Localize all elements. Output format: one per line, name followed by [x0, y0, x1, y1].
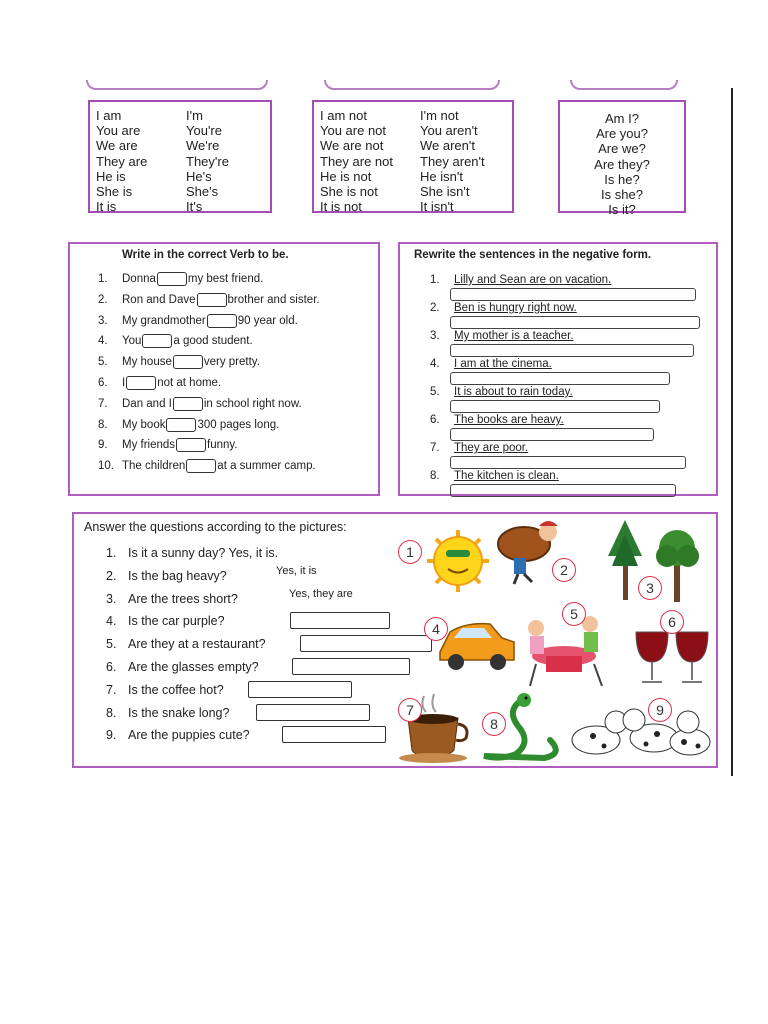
item-number: 6. [98, 377, 108, 390]
sentence-start: You [122, 335, 142, 348]
item-number: 1. [106, 546, 117, 560]
item-number: 6. [430, 414, 440, 426]
item-number: 4. [106, 614, 117, 629]
picture-number-7: 7 [398, 698, 422, 722]
exercise2-item [430, 274, 611, 286]
sentence-end: a good student. [173, 335, 253, 348]
answer-gap-input[interactable] [142, 334, 172, 348]
question-form: Am I? [605, 111, 639, 126]
answer-gap-input[interactable] [186, 459, 216, 473]
sentence: It is about to rain today. [454, 386, 573, 398]
picture-number-3: 3 [638, 576, 662, 600]
item-number: 2. [106, 568, 117, 583]
question-form: Are you? [595, 126, 649, 142]
exercise2-item [430, 386, 573, 398]
exercise2-item [430, 442, 528, 454]
exercise1-item [98, 314, 298, 328]
negative-short-form: You aren't [420, 123, 478, 139]
sentence-start: My friends [122, 439, 176, 452]
item-number: 5. [98, 356, 108, 369]
exercise1-item [98, 272, 263, 286]
affirmative-short-form: It's [186, 199, 203, 215]
question-text: Is the snake long? [128, 705, 230, 720]
sentence-end: very pretty. [203, 356, 260, 369]
exercise1-item [98, 293, 320, 307]
item-number: 7. [98, 397, 108, 410]
rewrite-input[interactable] [450, 400, 660, 413]
affirmative-full-form: They are [96, 153, 148, 169]
boy-with-bag-picture [498, 521, 558, 584]
exercise1-item [98, 355, 260, 369]
negative-short-form: He isn't [420, 168, 463, 184]
question-text: Are the glasses empty? [128, 660, 259, 674]
answer-gap-input[interactable] [207, 314, 237, 328]
negative-short-form: I'm not [420, 108, 459, 123]
exercise2-title: Rewrite the sentences in the negative form. [414, 249, 652, 261]
item-number: 8. [98, 418, 108, 431]
negative-full-form: We are not [320, 138, 384, 154]
affirmative-short-form: We're [186, 138, 220, 154]
exercise2-item [430, 470, 559, 482]
affirmative-short-forms [186, 108, 229, 214]
sentence-end: 90 year old. [237, 314, 298, 327]
sentence-start: My house [122, 356, 172, 369]
rewrite-input[interactable] [450, 456, 686, 469]
sentence-start: My grandmother [122, 314, 206, 327]
item-number: 9. [98, 439, 108, 452]
sentence: Lilly and Sean are on vacation. [454, 274, 612, 286]
item-number: 1. [98, 273, 108, 286]
affirmative-short-form: She's [186, 184, 219, 200]
answer-gap-input[interactable] [157, 272, 187, 286]
sentence-end: brother and sister. [227, 293, 320, 306]
negative-table [312, 100, 514, 213]
handwritten-answer: Yes, they are [289, 587, 353, 600]
item-number: 5. [430, 386, 440, 398]
negative-form-exercise [398, 242, 718, 496]
affirmative-short-form: You're [186, 123, 222, 139]
rewrite-input[interactable] [450, 288, 696, 301]
question-text: Are the puppies cute? [128, 728, 250, 743]
question-table [558, 100, 686, 218]
restaurant-picture [528, 616, 602, 686]
exercise2-item [430, 358, 552, 370]
affirmative-table [88, 100, 272, 213]
picture-number-4: 4 [424, 617, 448, 641]
item-number: 8. [106, 705, 117, 720]
exercise1-title: Write in the correct Verb to be. [122, 249, 289, 261]
picture-number-6: 6 [660, 610, 684, 634]
negative-full-form: He is not [320, 168, 372, 184]
negative-short-form: She isn't [420, 184, 470, 200]
picture-number-2: 2 [552, 558, 576, 582]
item-number: 7. [430, 442, 440, 454]
negative-short-form: We aren't [420, 138, 475, 154]
answer-gap-input[interactable] [173, 355, 203, 369]
puppies-picture [572, 709, 710, 755]
item-number: 4. [430, 358, 440, 370]
question-text: Is the coffee hot? [128, 682, 224, 697]
picture-number-9: 9 [648, 698, 672, 722]
affirmative-full-forms [96, 108, 147, 214]
exercise1-item [98, 438, 238, 452]
sentence: My mother is a teacher. [454, 330, 574, 342]
affirmative-table-cap [86, 80, 268, 90]
answer-text: Yes, it is. [228, 546, 279, 560]
negative-short-form: They aren't [420, 153, 485, 169]
answer-gap-input[interactable] [176, 438, 206, 452]
exercise2-item [430, 414, 564, 426]
picture-number-5: 5 [562, 602, 586, 626]
sentence-start: Dan and I [122, 397, 172, 410]
negative-full-form: She is not [320, 184, 378, 200]
answer-gap-input[interactable] [126, 376, 156, 390]
exercise1-item [98, 459, 316, 473]
affirmative-full-form: He is [96, 168, 126, 184]
question-form: Is she? [601, 187, 643, 203]
affirmative-short-form: They're [186, 153, 229, 169]
question-table-cap [570, 80, 678, 90]
question-text: Is it a sunny day? [128, 546, 226, 560]
affirmative-full-form: You are [96, 123, 141, 139]
item-number: 2. [98, 293, 108, 306]
affirmative-short-form: I'm [186, 108, 203, 123]
question-form: Are we? [598, 141, 646, 157]
negative-full-form: You are not [320, 123, 387, 139]
sentence-end: not at home. [157, 377, 222, 390]
picture-number-1: 1 [398, 540, 422, 564]
answer-gap-input[interactable] [166, 418, 196, 432]
item-number: 7. [106, 682, 117, 697]
exercise1-item [98, 334, 253, 348]
sentence-end: my best friend. [187, 273, 264, 286]
affirmative-full-form: It is [96, 199, 117, 215]
sentence: The kitchen is clean. [454, 470, 559, 482]
exercise1-item [98, 397, 302, 411]
exercise2-item [430, 330, 574, 342]
rewrite-input[interactable] [450, 372, 670, 385]
sun-picture [427, 530, 489, 592]
negative-table-cap [324, 80, 500, 90]
rewrite-input[interactable] [450, 344, 694, 357]
sentence-start: I [122, 377, 126, 390]
picture-questions-exercise [72, 512, 718, 768]
item-number: 10. [98, 460, 114, 473]
rewrite-input[interactable] [450, 316, 700, 329]
item-number: 3. [98, 314, 108, 327]
item-number: 5. [106, 637, 117, 652]
exercise2-item [430, 302, 577, 314]
negative-short-forms [420, 108, 485, 214]
answer-gap-input[interactable] [197, 293, 227, 307]
question-form: Is he? [604, 171, 640, 187]
sentence-end: at a summer camp. [217, 460, 316, 473]
page-margin-line [731, 88, 733, 776]
sentence-end: 300 pages long. [197, 418, 280, 431]
sentence-start: Ron and Dave [122, 293, 196, 306]
handwritten-answer: Yes, it is [276, 564, 317, 577]
sentence-end: in school right now. [203, 397, 302, 410]
rewrite-input[interactable] [450, 428, 654, 441]
item-number: 2. [430, 302, 440, 314]
question-forms [560, 111, 684, 217]
picture-number-8: 8 [482, 712, 506, 736]
item-number: 3. [106, 591, 117, 606]
item-number: 4. [98, 335, 108, 348]
item-number: 9. [106, 728, 117, 743]
item-number: 3. [430, 330, 440, 342]
item-number: 1. [430, 274, 440, 286]
item-number: 8. [430, 470, 440, 482]
question-text: Are the trees short? [128, 591, 238, 606]
negative-full-form: They are not [320, 153, 393, 169]
sentence: Ben is hungry right now. [454, 302, 577, 314]
question-text: Are they at a restaurant? [128, 637, 266, 652]
sentence-end: funny. [207, 439, 238, 452]
question-text: Is the bag heavy? [128, 568, 227, 583]
sentence: They are poor. [454, 442, 529, 454]
negative-short-form: It isn't [420, 199, 454, 215]
pictures [74, 514, 716, 766]
affirmative-short-form: He's [186, 168, 212, 184]
sentence: I am at the cinema. [454, 358, 552, 370]
affirmative-full-form: I am [96, 108, 122, 123]
verb-to-be-exercise [68, 242, 380, 496]
answer-gap-input[interactable] [173, 397, 203, 411]
sentence-start: Donna [122, 273, 156, 286]
negative-full-forms [320, 108, 393, 214]
question-form: Is it? [608, 202, 636, 218]
wine-glasses-picture [636, 632, 708, 682]
item-number: 6. [106, 660, 117, 674]
affirmative-full-form: She is [96, 184, 133, 200]
negative-full-form: I am not [320, 108, 367, 123]
exercise1-item [98, 418, 279, 432]
exercise1-item [98, 376, 221, 390]
exercise3-title: Answer the questions according to the pictures: [84, 520, 347, 534]
sentence-start: The children [122, 460, 186, 473]
rewrite-input[interactable] [450, 484, 676, 497]
negative-full-form: It is not [320, 199, 362, 215]
affirmative-full-form: We are [96, 138, 138, 154]
question-form: Are they? [594, 156, 650, 172]
question-text: Is the car purple? [128, 614, 225, 629]
car-picture [440, 624, 514, 670]
sentence-start: My book [122, 418, 166, 431]
sentence: The books are heavy. [454, 414, 564, 426]
